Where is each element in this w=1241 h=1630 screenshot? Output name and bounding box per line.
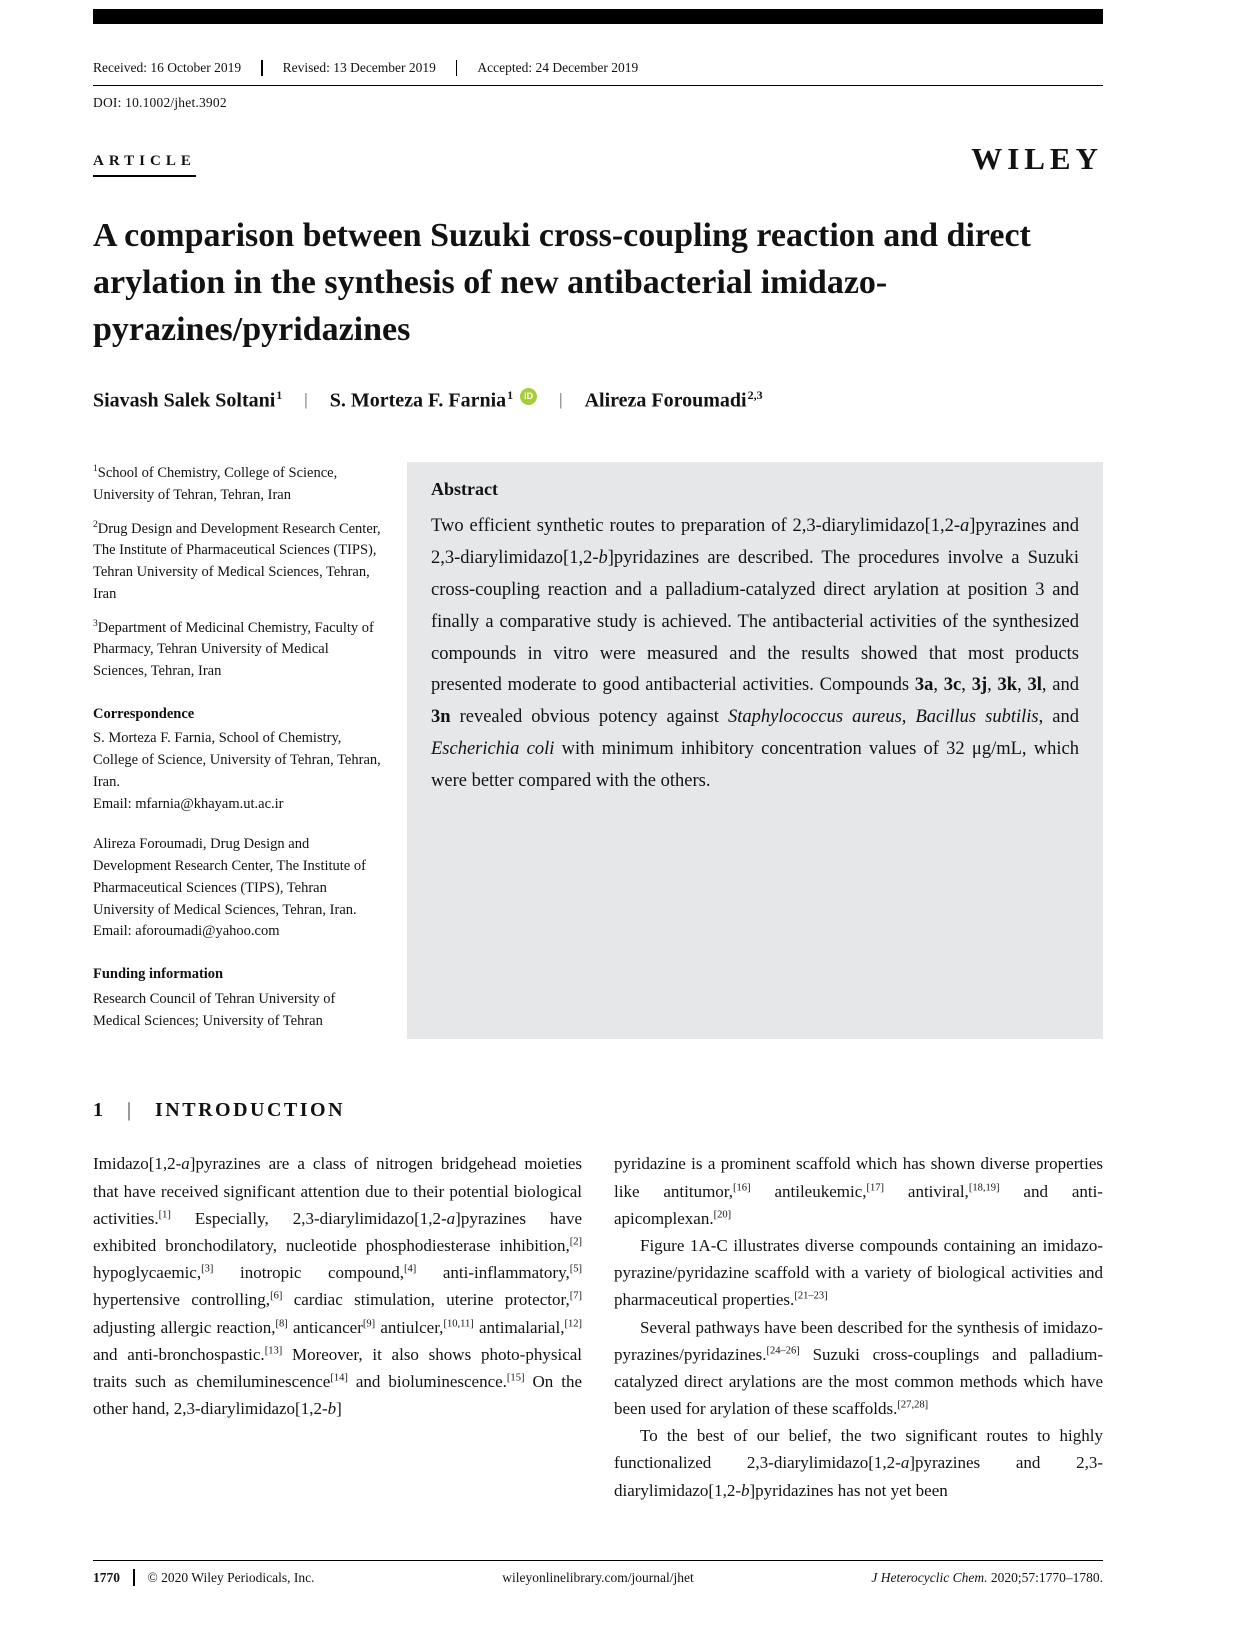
author-name xyxy=(585,388,763,413)
author-affiliation-sup: 2,3 xyxy=(747,387,763,402)
author-affiliation-sup: 1 xyxy=(507,387,514,402)
affiliation-sup: 3 xyxy=(93,618,98,629)
author-name xyxy=(330,388,537,413)
doi-text: DOI: 10.1002/jhet.3902 xyxy=(93,95,227,110)
affiliation-1 xyxy=(93,462,381,506)
intro-paragraph: Several pathways have been described for the synthesis of imidazo-pyrazines/pyridazines.[24–26] Suzuki cross-couplings and palladium-catalyzed direct arylations are the most common methods which have been used for arylation of these scaffolds.[27,28] xyxy=(614,1317,1103,1419)
affiliation-2 xyxy=(93,518,381,606)
abstract-heading: Abstract xyxy=(431,479,498,500)
author-list xyxy=(93,388,1103,413)
correspondence-text: S. Morteza F. Farnia, School of Chemistry, College of Science, University of Tehran, Tehran, Iran. xyxy=(93,730,381,790)
article-title: A comparison between Suzuki cross-coupling reaction and direct arylation in the synthesis of new antibacterial imidazo-pyrazines/pyridazines xyxy=(93,217,1031,348)
correspondence-entry xyxy=(93,834,381,943)
correspondence-email[interactable]: Email: mfarnia@khayam.ut.ac.ir xyxy=(93,795,284,812)
funding-text: Research Council of Tehran University of Medical Sciences; University of Tehran xyxy=(93,990,336,1029)
affiliation-3 xyxy=(93,617,381,683)
journal-citation: J Heterocyclic Chem. 2020;57:1770–1780. xyxy=(871,1569,1103,1585)
intro-paragraph: To the best of our belief, the two significant routes to highly functionalized 2,3-diarylimidazo[1,2-a]pyrazines and 2,3-diarylimidazo[1,2-b]pyridazines has not yet been xyxy=(614,1426,1103,1500)
accepted-date: Accepted: 24 December 2019 xyxy=(477,60,639,75)
affiliation-text: Department of Medicinal Chemistry, Faculty of Pharmacy, Tehran University of Medical Sciences, Tehran, Iran xyxy=(93,619,374,679)
correspondence-heading: Correspondence xyxy=(93,705,195,722)
abstract-box xyxy=(407,462,1103,1039)
affiliation-sup: 2 xyxy=(93,519,98,530)
correspondence-text: Alireza Foroumadi, Drug Design and Development Research Center, The Institute of Pharmaceutical Sciences (TIPS), Tehran University of Medical Sciences, Tehran, Iran. xyxy=(93,836,366,918)
vertical-divider xyxy=(133,1569,135,1586)
author-text: Siavash Salek Soltani xyxy=(93,389,276,412)
article-type-label: ARTICLE xyxy=(93,153,196,177)
page-footer xyxy=(93,1560,1103,1586)
journal-url[interactable]: wileyonlinelibrary.com/journal/jhet xyxy=(502,1569,694,1585)
affiliation-sup: 1 xyxy=(93,464,98,475)
right-column xyxy=(614,1150,1103,1503)
left-column xyxy=(93,1150,582,1503)
author-divider: | xyxy=(304,390,308,410)
section-title: INTRODUCTION xyxy=(155,1099,346,1122)
correspondence-entry xyxy=(93,728,381,815)
orcid-icon[interactable]: iD xyxy=(520,388,537,405)
page-content xyxy=(0,9,1241,1504)
funding-heading: Funding information xyxy=(93,966,224,983)
author-name xyxy=(93,388,282,413)
section-number: 1 xyxy=(93,1099,103,1122)
author-divider: | xyxy=(559,390,563,410)
affiliation-text: School of Chemistry, College of Science, University of Tehran, Tehran, Iran xyxy=(93,465,338,503)
affiliation-text: Drug Design and Development Research Center, The Institute of Pharmaceutical Sciences (TIPS), Tehran University of Medical Sciences, Tehran, Iran xyxy=(93,520,381,602)
body-columns xyxy=(93,1150,1103,1503)
correspondence-email[interactable]: Email: aforoumadi@yahoo.com xyxy=(93,923,280,940)
sidebar xyxy=(93,462,381,1039)
abstract-body: Two efficient synthetic routes to preparation of 2,3-diarylimidazo[1,2-a]pyrazines and 2,3-diarylimidazo[1,2-b]pyridazines are described. The procedures involve a Suzuki cross-coupling reaction and a palladium-catalyzed direct arylation at position 3 and finally a comparative study is achieved. The antibacterial activities of the synthesized compounds in vitro were measured and the results showed that most products presented moderate to good antibacterial activities. Compounds 3a, 3c, 3j, 3k, 3l, and 3n revealed obvious potency against Staphylococcus aureus, Bacillus subtilis, and Escherichia coli with minimum inhibitory concentration values of 32 μg/mL, which were better compared with the others. xyxy=(431,516,1080,791)
received-date: Received: 16 October 2019 xyxy=(93,60,242,75)
author-affiliation-sup: 1 xyxy=(276,387,283,402)
intro-paragraph: pyridazine is a prominent scaffold which has shown diverse properties like antitumor,[16] antileukemic,[17] antiviral,[18,19] and anti-apicomplexan.[20] xyxy=(614,1154,1103,1228)
copyright-text: © 2020 Wiley Periodicals, Inc. xyxy=(147,1569,315,1585)
intro-paragraph: Figure 1A-C illustrates diverse compounds containing an imidazo-pyrazine/pyridazine scaffold with a variety of biological activities and pharmaceutical properties.[21–23] xyxy=(614,1235,1103,1310)
section-divider: | xyxy=(127,1099,132,1122)
masthead-rule xyxy=(93,9,1103,24)
header-main-grid xyxy=(93,462,1103,1039)
revised-date: Revised: 13 December 2019 xyxy=(282,60,436,75)
article-type-row xyxy=(93,141,1103,177)
author-text: S. Morteza F. Farnia xyxy=(329,389,507,412)
publisher-logo: WILEY xyxy=(971,141,1103,176)
author-text: Alireza Foroumadi xyxy=(584,389,747,412)
page-number: 1770 xyxy=(93,1569,120,1585)
footer-left xyxy=(93,1569,314,1586)
masthead-dates xyxy=(93,60,1103,86)
section-heading-introduction xyxy=(93,1099,1103,1122)
intro-paragraph: Imidazo[1,2-a]pyrazines are a class of nitrogen bridgehead moieties that have received significant attention due to their potential biological activities.[1] Especially, 2,3-diarylimidazo[1,2-a]pyrazines have exhibited bronchodilatory, nucleotide phosphodiesterase inhibition,[2] hypoglycaemic,[3] inotropic compound,[4] anti-inflammatory,[5] hypertensive controlling,[6] cardiac stimulation, uterine protector,[7] adjusting allergic reaction,[8] anticancer[9] antiulcer,[10,11] antimalarial,[12] and anti-bronchospastic.[13] Moreover, it also shows photo-physical traits such as chemiluminescence[14] and bioluminescence.[15] On the other hand, 2,3-diarylimidazo[1,2-b] xyxy=(93,1154,583,1419)
